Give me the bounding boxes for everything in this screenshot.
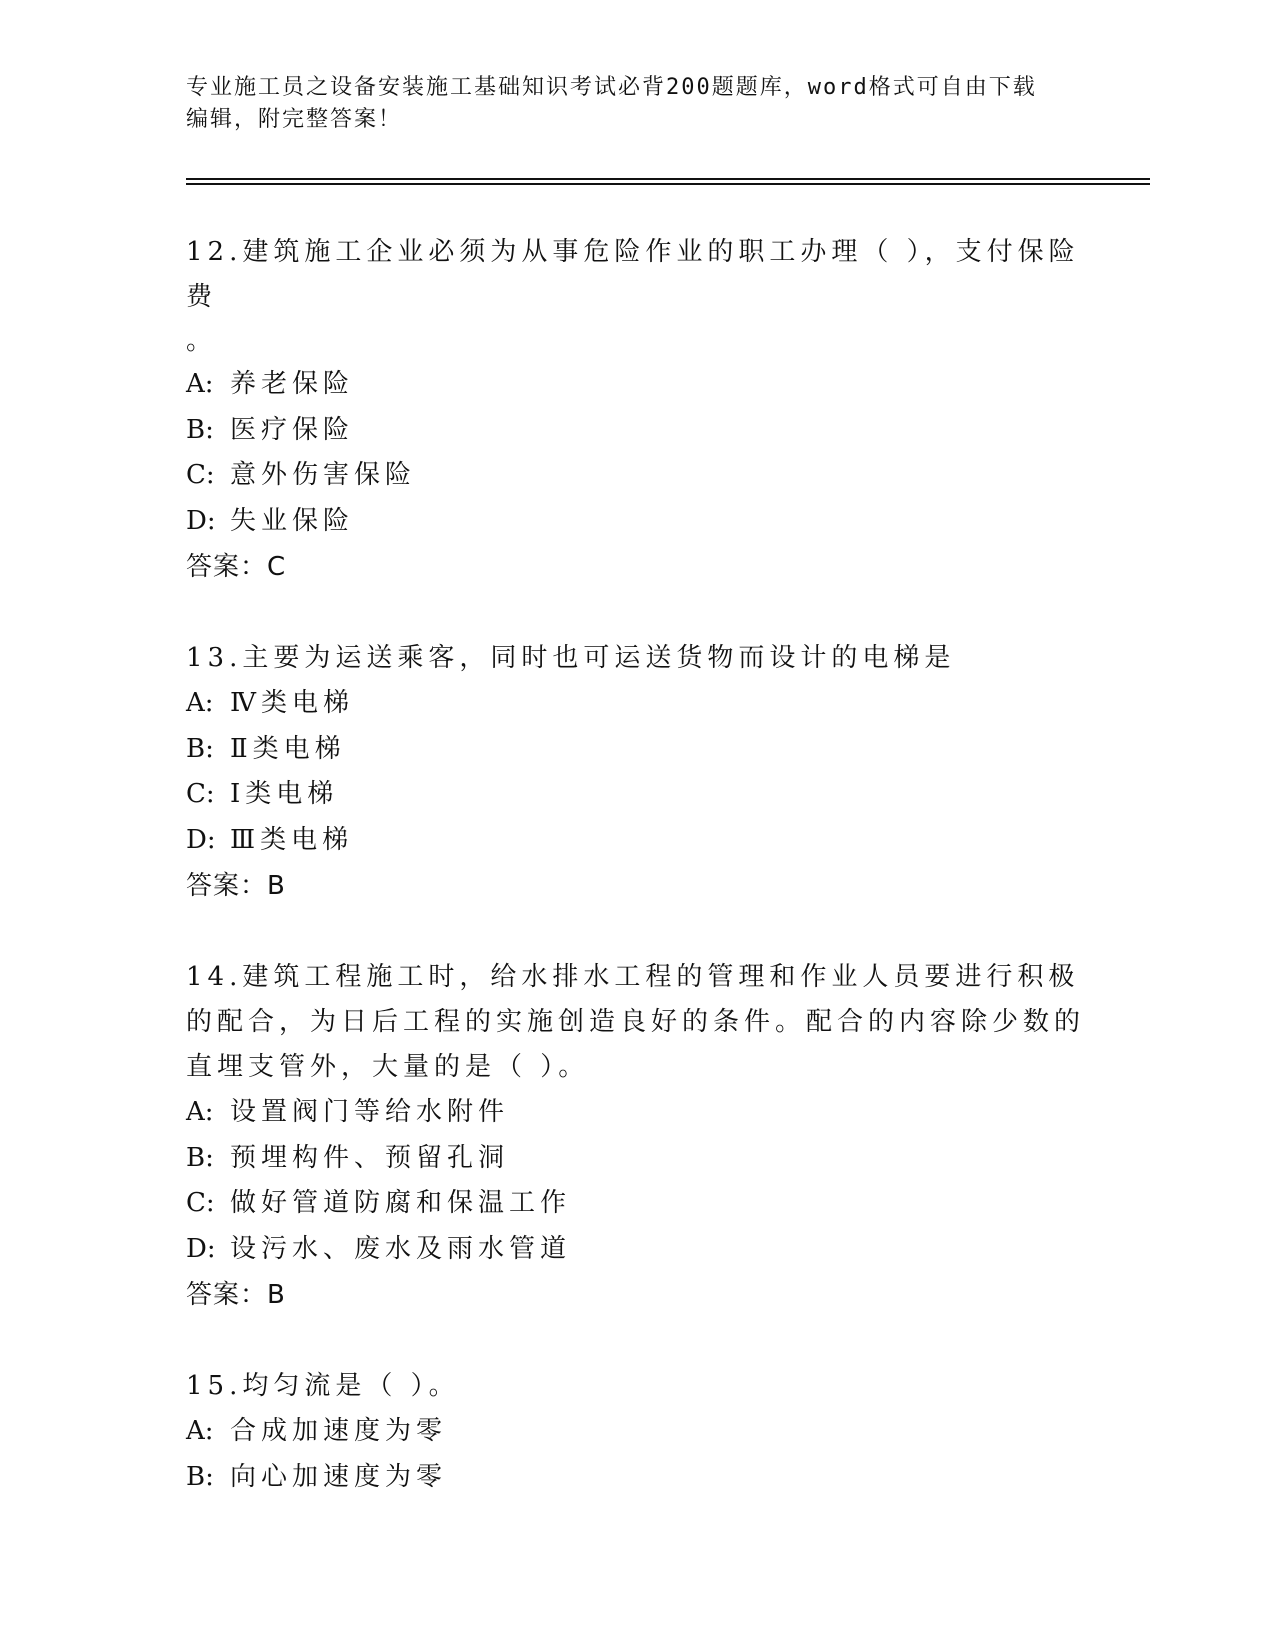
- header-divider-bottom: [186, 183, 1150, 185]
- option-c: [186, 453, 1086, 499]
- question-14: [186, 955, 1086, 1318]
- header-line-2: 编辑，附完整答案！: [186, 107, 403, 132]
- option-b: [186, 1136, 1086, 1182]
- option-letter: A:: [186, 1416, 214, 1446]
- question-15: [186, 1364, 1086, 1500]
- option-text: Ⅰ类电梯: [230, 779, 339, 809]
- option-text: 向心加速度为零: [230, 1461, 448, 1492]
- option-text: Ⅳ类电梯: [230, 688, 354, 718]
- option-letter: B:: [186, 1461, 214, 1492]
- option-letter: C:: [186, 1188, 215, 1218]
- option-text: Ⅲ类电梯: [230, 824, 354, 855]
- question-stem-tail: 。: [186, 326, 213, 356]
- question-stem: 12.建筑施工企业必须为从事危险作业的职工办理（ ），支付保险费: [186, 237, 1080, 312]
- option-text: 医疗保险: [230, 414, 355, 445]
- option-c: [186, 1181, 1086, 1227]
- question-12: [186, 230, 1086, 590]
- option-letter: D:: [186, 505, 216, 536]
- option-letter: D:: [186, 1233, 216, 1264]
- option-letter: B:: [186, 1142, 214, 1173]
- option-d: [186, 818, 1086, 864]
- option-a: [186, 362, 1086, 408]
- option-b: [186, 408, 1086, 454]
- option-text: 意外伤害保险: [230, 460, 417, 490]
- option-a: [186, 1409, 1086, 1455]
- option-letter: A:: [186, 688, 214, 718]
- option-b: [186, 1455, 1086, 1501]
- option-a: [186, 1090, 1086, 1136]
- option-a: [186, 681, 1086, 727]
- option-letter: A:: [186, 369, 214, 399]
- option-text: 合成加速度为零: [230, 1416, 448, 1446]
- option-text: 设污水、废水及雨水管道: [230, 1233, 572, 1264]
- option-letter: C:: [186, 779, 215, 809]
- answer-line: 答案：C: [186, 552, 287, 582]
- option-text: 做好管道防腐和保温工作: [230, 1188, 572, 1218]
- question-stem: 15.均匀流是（ ）。: [186, 1371, 460, 1401]
- option-letter: A:: [186, 1097, 214, 1127]
- answer-line: 答案：B: [186, 871, 286, 901]
- answer-line: 答案：B: [186, 1280, 286, 1310]
- option-text: 设置阀门等给水附件: [230, 1097, 510, 1127]
- option-d: [186, 1227, 1086, 1273]
- document-header: [186, 72, 1066, 136]
- question-list: [186, 230, 1086, 1546]
- option-letter: C:: [186, 460, 215, 490]
- question-13: [186, 636, 1086, 909]
- option-d: [186, 499, 1086, 545]
- question-stem: 14.建筑工程施工时，给水排水工程的管理和作业人员要进行积极的配合，为日后工程的实施创造良好的条件。配合的内容除少数的直埋支管外，大量的是（ ）。: [186, 962, 1086, 1082]
- option-letter: D:: [186, 824, 216, 855]
- option-text: 失业保险: [230, 505, 355, 536]
- header-divider-top: [186, 178, 1150, 180]
- option-text: Ⅱ类电梯: [230, 733, 346, 764]
- option-letter: B:: [186, 414, 214, 445]
- option-c: [186, 772, 1086, 818]
- option-text: 养老保险: [230, 369, 355, 399]
- header-line-1: 专业施工员之设备安装施工基础知识考试必背200题题库，word格式可自由下载: [186, 75, 1037, 100]
- question-stem: 13.主要为运送乘客，同时也可运送货物而设计的电梯是: [186, 643, 956, 673]
- option-letter: B:: [186, 733, 214, 764]
- option-b: [186, 727, 1086, 773]
- option-text: 预埋构件、预留孔洞: [230, 1142, 510, 1173]
